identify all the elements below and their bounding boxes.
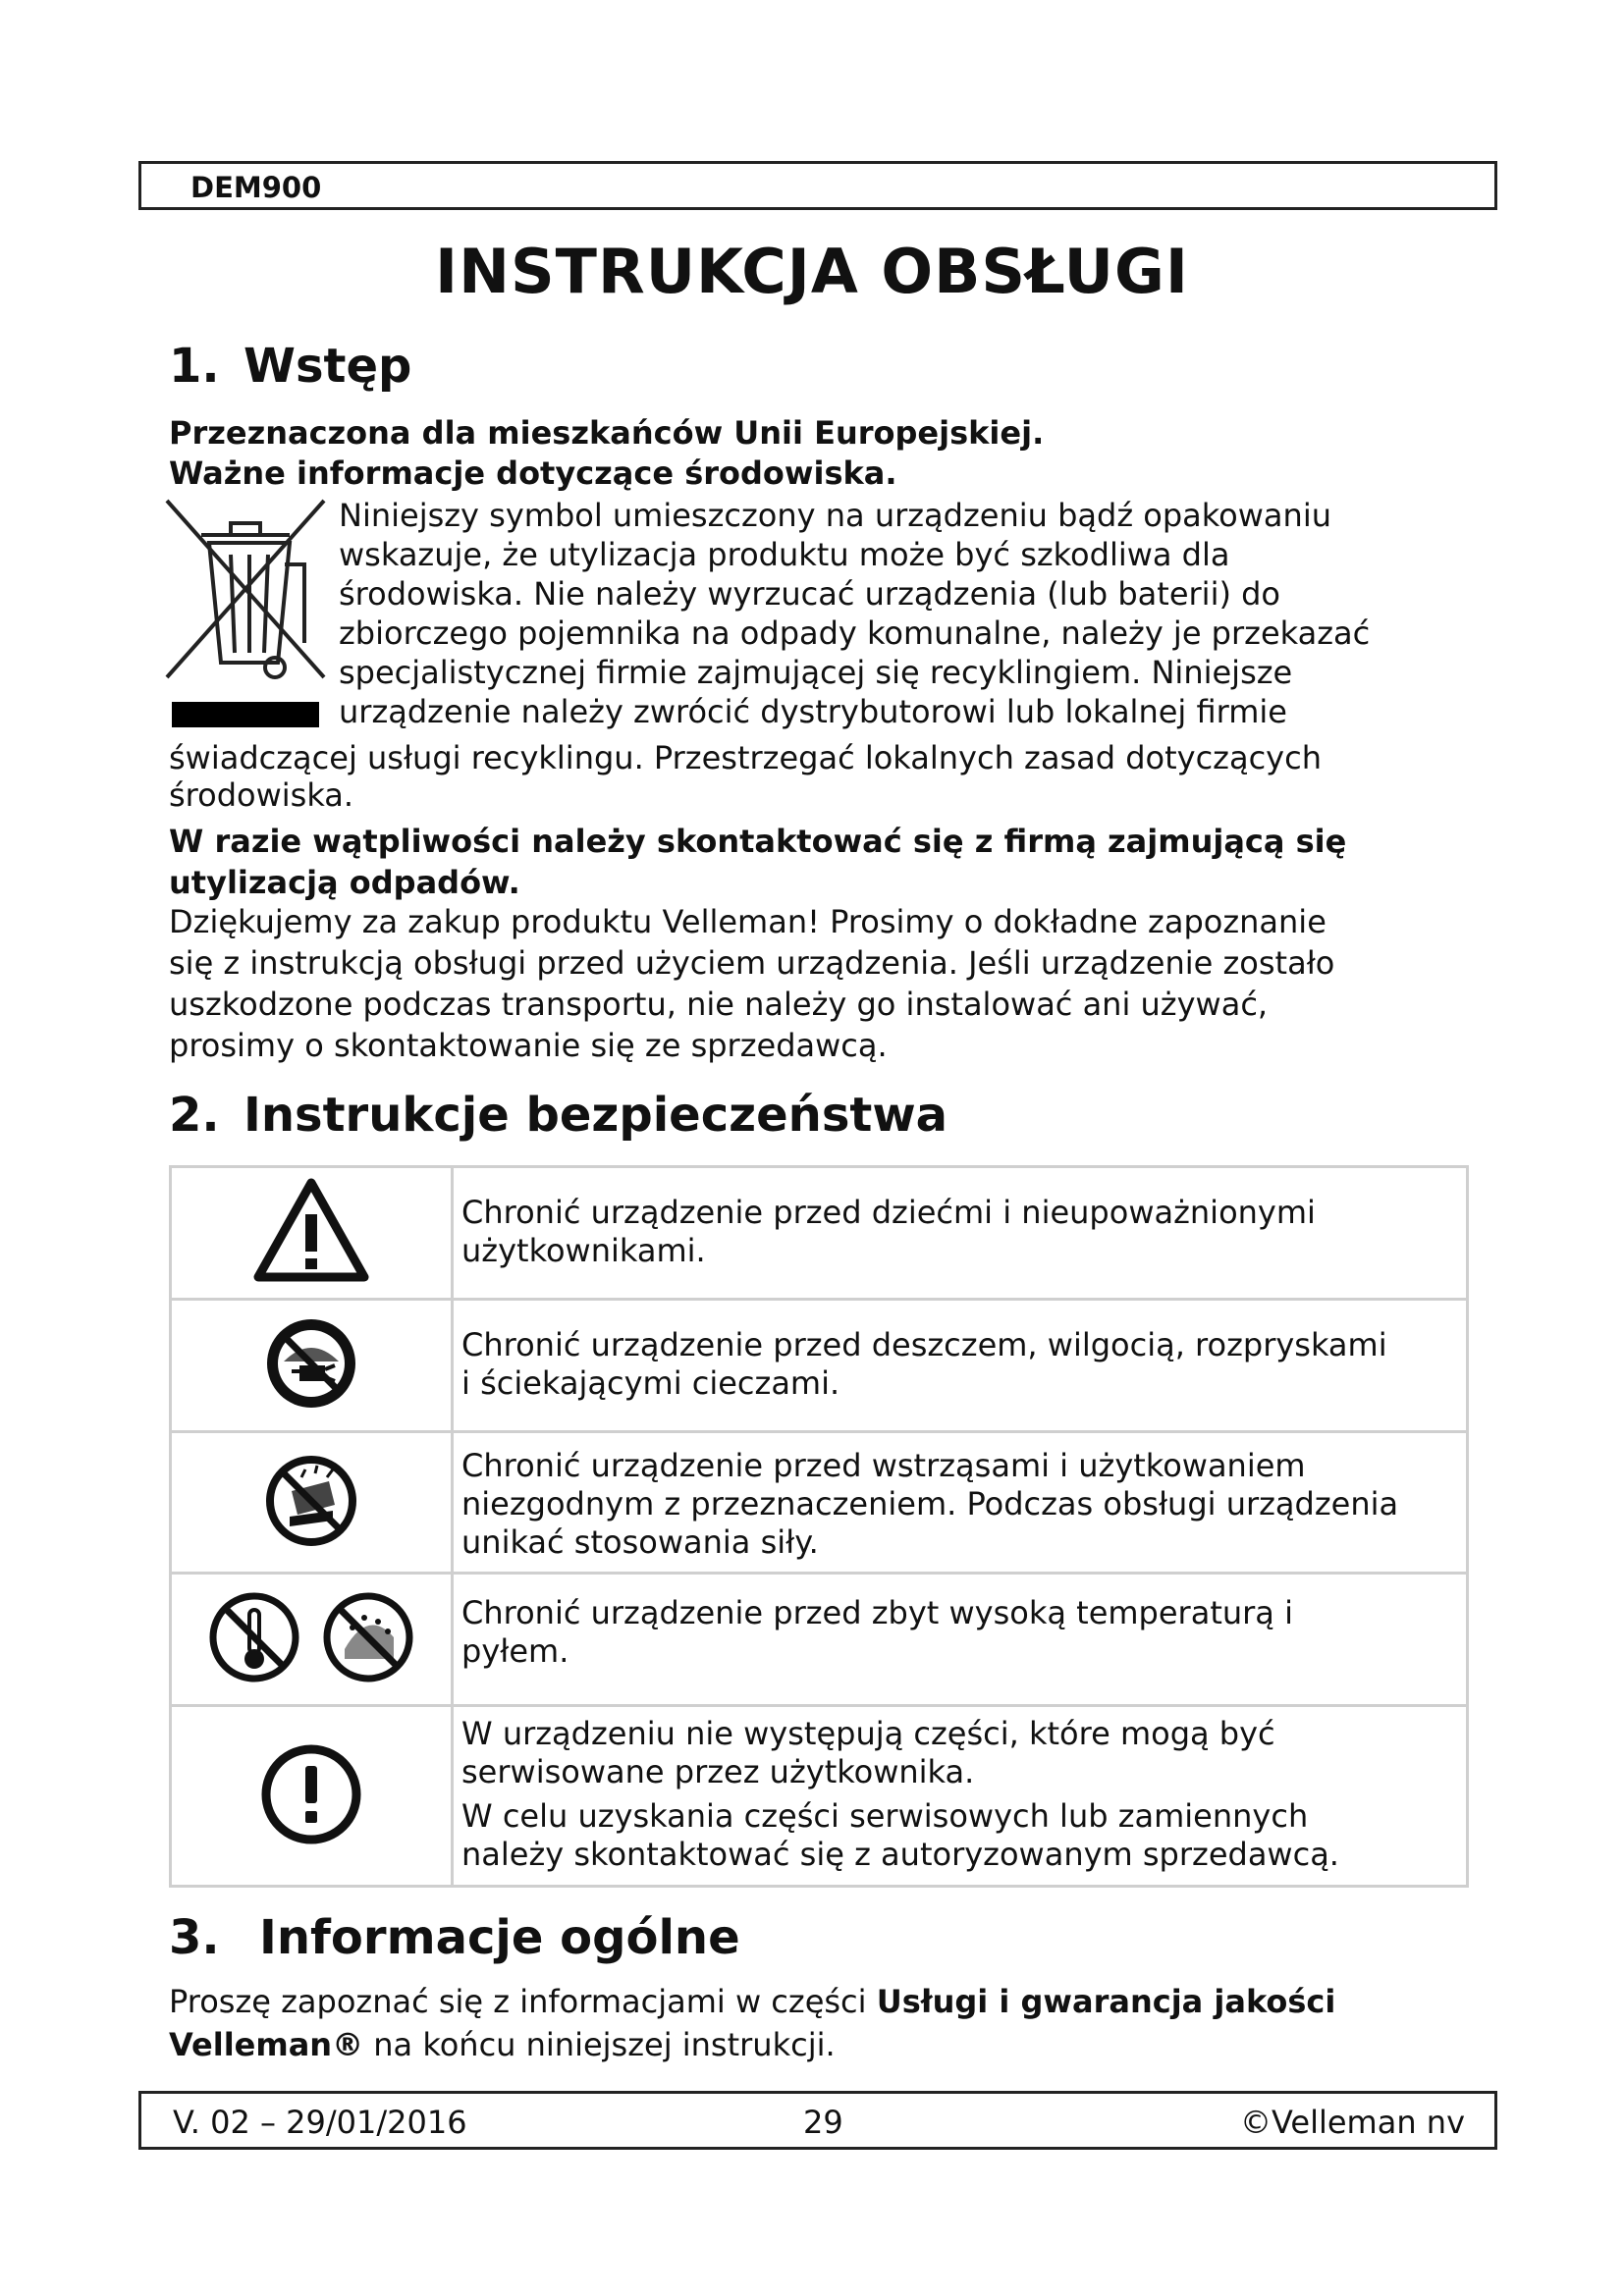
doubt-line: W razie wątpliwości należy skontaktować się z firmą zajmującą się <box>169 823 1347 860</box>
safety-text-cell <box>453 1167 1468 1300</box>
safety-text-cell <box>453 1432 1468 1574</box>
version-date: V. 02 – 29/01/2016 <box>173 2104 467 2141</box>
doubt-line: utylizacją odpadów. <box>169 864 520 901</box>
safety-icon-cell <box>171 1574 453 1706</box>
env-line: wskazuje, że utylizacja produktu może być szkodliwa dla <box>339 536 1230 573</box>
env-line: specjalistycznej firmie zajmującej się recyklingiem. Niniejsze <box>339 654 1293 691</box>
section-2-heading <box>169 1088 947 1143</box>
safety-line: pyłem. <box>461 1632 569 1670</box>
warning-triangle-icon <box>252 1177 370 1285</box>
safety-text-cell <box>453 1300 1468 1432</box>
eu-notice: Przeznaczona dla mieszkańców Unii Europejskiej. <box>169 414 1045 452</box>
safety-table <box>169 1165 1469 1888</box>
no-shock-icon <box>262 1452 360 1550</box>
model-number: DEM900 <box>190 171 322 204</box>
safety-icon-cell <box>171 1167 453 1300</box>
safety-line: Chronić urządzenie przed zbyt wysoką temperaturą i <box>461 1594 1293 1631</box>
safety-row <box>171 1706 1468 1887</box>
env-cont-line: środowiska. <box>169 776 354 814</box>
safety-row <box>171 1300 1468 1432</box>
safety-line: Chronić urządzenie przed deszczem, wilgocią, rozpryskami <box>461 1326 1387 1363</box>
brand-reference: Velleman® <box>169 2026 364 2063</box>
section-3-heading <box>169 1910 740 1965</box>
section-title: Informacje ogólne <box>259 1910 740 1965</box>
safety-text-cell <box>453 1706 1468 1887</box>
env-text <box>339 496 1615 731</box>
disposal-contact-notice <box>169 821 1346 903</box>
page-footer <box>138 2091 1497 2150</box>
exclamation-circle-icon <box>257 1740 365 1848</box>
safety-line: Chronić urządzenie przed dziećmi i nieupoważnionymi <box>461 1194 1316 1231</box>
safety-icon-cell <box>171 1706 453 1887</box>
safety-line: serwisowane przez użytkownika. <box>461 1753 975 1790</box>
thanks-line: uszkodzone podczas transportu, nie należy go instalować ani używać, <box>169 986 1269 1023</box>
section-title: Instrukcje bezpieczeństwa <box>244 1088 948 1143</box>
section-number: 2. <box>169 1088 220 1143</box>
env-line: urządzenie należy zwrócić dystrybutorowi lub lokalnej firmie <box>339 693 1287 730</box>
general-text: Proszę zapoznać się z informacjami w części <box>169 1983 877 2020</box>
safety-row <box>171 1432 1468 1574</box>
section-number: 1. <box>169 339 220 394</box>
safety-line: unikać stosowania siły. <box>461 1523 819 1561</box>
safety-icon-cell <box>171 1300 453 1432</box>
document-title: INSTRUKCJA OBSŁUGI <box>435 236 1189 307</box>
section-1-heading <box>169 339 411 394</box>
env-line: środowiska. Nie należy wyrzucać urządzenia (lub baterii) do <box>339 575 1280 613</box>
no-heat-icon <box>205 1588 303 1686</box>
general-text: na końcu niniejszej instrukcji. <box>363 2026 836 2063</box>
thanks-line: prosimy o skontaktowanie się ze sprzedawcą. <box>169 1027 888 1064</box>
page-header <box>138 161 1497 210</box>
safety-line: Chronić urządzenie przed wstrząsami i użytkowaniem <box>461 1447 1306 1484</box>
safety-line: W celu uzyskania części serwisowych lub zamiennych <box>461 1797 1309 1835</box>
safety-line: należy skontaktować się z autoryzowanym sprzedawcą. <box>461 1836 1339 1873</box>
section-number: 3. <box>169 1910 220 1965</box>
weee-crossed-bin-icon <box>162 496 329 731</box>
thanks-paragraph <box>169 901 1334 1066</box>
safety-line: W urządzeniu nie występują części, które mogą być <box>461 1715 1275 1752</box>
warranty-reference: Usługi i gwarancja jakości <box>876 1983 1336 2020</box>
env-cont-line: świadczącej usługi recyklingu. Przestrzegać lokalnych zasad dotyczących <box>169 739 1322 776</box>
safety-line: i ściekającymi cieczami. <box>461 1364 840 1402</box>
safety-row <box>171 1167 1468 1300</box>
thanks-line: Dziękujemy za zakup produktu Velleman! Prosimy o dokładne zapoznanie <box>169 903 1326 940</box>
env-heading: Ważne informacje dotyczące środowiska. <box>169 454 897 492</box>
safety-line: niezgodnym z przeznaczeniem. Podczas obsługi urządzenia <box>461 1485 1399 1522</box>
thanks-line: się z instrukcją obsługi przed użyciem urządzenia. Jeśli urządzenie zostało <box>169 944 1335 982</box>
safety-text-cell <box>453 1574 1468 1706</box>
copyright: ©Velleman nv <box>1239 2104 1465 2141</box>
general-info-paragraph <box>169 1980 1335 2066</box>
env-line: Niniejszy symbol umieszczony na urządzeniu bądź opakowaniu <box>339 497 1331 534</box>
safety-line: użytkownikami. <box>461 1232 706 1269</box>
no-rain-icon <box>262 1314 360 1413</box>
env-line: zbiorczego pojemnika na odpady komunalne, należy je przekazać <box>339 614 1371 652</box>
no-dust-icon <box>319 1588 417 1686</box>
section-title: Wstęp <box>244 339 412 394</box>
safety-icon-cell <box>171 1432 453 1574</box>
env-continuation <box>169 739 1322 814</box>
safety-row <box>171 1574 1468 1706</box>
page-number: 29 <box>803 2104 843 2141</box>
